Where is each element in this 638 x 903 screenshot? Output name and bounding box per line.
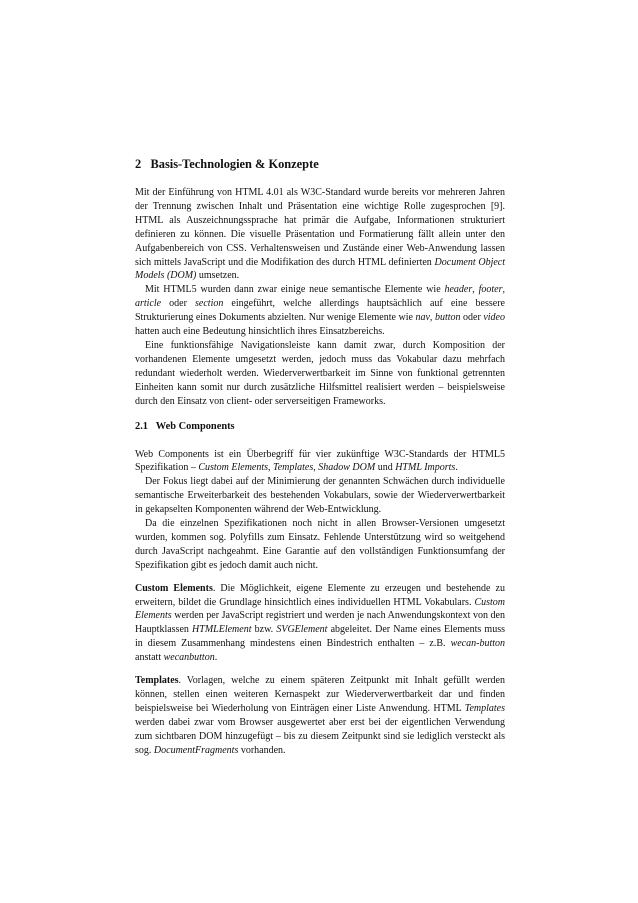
term-shadow-dom: Shadow DOM <box>318 462 376 474</box>
term-templates: Templates <box>273 462 314 474</box>
term-video: video <box>483 312 505 324</box>
document-page <box>135 156 505 758</box>
term-header: header <box>444 284 473 296</box>
section-heading <box>135 156 505 172</box>
term-documentfragments: DocumentFragments <box>153 744 239 756</box>
custom-elements-paragraph: Custom Elements. Die Möglichkeit, eigene Elemente zu erzeugen und bestehende zu erweitern, bildet die Grundlage hinsichtlich eines individuellen HTML Vokabulars. Custom Elements werden per JavaScript registriert und werden je nach Anwendungskontext von den Hauptklassen HTMLElement bzw. SVGElement abgeleitet. Der Name eines Elements muss in diesem Zusammenhang mindestens einen Bindestrich enthalten – z.B. wecan-button anstatt wecanbutton. <box>135 582 505 664</box>
subsection-heading <box>135 420 505 434</box>
webcomponents-paragraph-2: Der Fokus liegt dabei auf der Minimierung der genannten Schwächen durch individuelle semantische Erweiterbarkeit des bestehenden Vokabulars, sowie der Wiederverwertbarkeit in gekapselten Komponenten während der Web-Entwicklung. <box>135 476 505 516</box>
templates-heading: Templates <box>135 675 179 687</box>
term-wecanbutton: wecanbutton <box>163 652 215 664</box>
term-button: button <box>434 312 461 324</box>
intro-paragraph-1: Mit der Einführung von HTML 4.01 als W3C-Standard wurde bereits vor mehreren Jahren der Trennung zwischen Inhalt und Präsentation eine wichtige Rolle zugesprochen [9]. HTML als Auszeichnungssprache hat primär die Aufgabe, Informationen strukturiert definieren zu können. Die visuelle Präsentation und Formatierung fällt allein unter den Aufgabenbereich von CSS. Verhaltensweisen und Zustände einer Web-Anwendung lassen sich mittels JavaScript und die Modifikation des durch HTML definierten Document Object Models (DOM) umsetzen. <box>135 187 506 282</box>
templates-paragraph: Templates. Vorlagen, welche zu einem späteren Zeitpunkt mit Inhalt gefüllt werden können, stellen einen weiteren Kernaspekt zur Wiederverwertbarkeit dar und finden beispielsweise bei Wiederholung von Einträgen einer Liste Anwendung. HTML Templates werden dabei zwar vom Browser ausgewertet aber erst bei der eigentlichen Verwendung zum sichtbaren DOM hinzugefügt – bis zu diesem Zeitpunkt sind sie lediglich versteckt als sog. DocumentFragments vorhanden. <box>135 675 505 756</box>
custom-elements-heading: Custom Elements <box>135 582 213 594</box>
term-svgelement: SVGElement <box>276 624 328 636</box>
dom-term: Document Object Models (DOM) <box>135 256 506 282</box>
term-htmlelement: HTMLElement <box>192 624 252 636</box>
term-section: section <box>195 298 224 310</box>
term-custom-elements: Custom Elements <box>198 462 269 474</box>
intro-paragraph-2: Mit HTML5 wurden dann zwar einige neue semantische Elemente wie header, footer, article oder section eingeführt, welche allerdings hauptsächlich auf eine bessere Strukturierung eines Dokuments abzielten. Nur wenige Elemente wie nav, button oder video hatten auch eine Bedeutung hinsichtlich ihres Einsatzbereichs. <box>135 284 506 338</box>
term-templates-2: Templates <box>464 702 505 714</box>
subsection-number: 2.1 <box>135 420 148 432</box>
term-article: article <box>135 298 162 310</box>
term-html-imports: HTML Imports <box>395 462 456 474</box>
term-custom-elements-2: Custom Elements <box>135 596 505 622</box>
intro-paragraph-3: Eine funktionsfähige Navigationsleiste kann damit zwar, durch Komposition der vorhandenen Elemente umgesetzt werden, jedoch muss das Vokabular dazu mehrfach redundant wiederholt werden. Wiederverwertbarkeit im Sinne von funktional getrennten Einheiten kann somit nur durch zusätzliche Hilfsmittel realisiert werden – beispielsweise durch den Einsatz von client- oder serverseitigen Frameworks. <box>135 339 505 407</box>
term-footer: footer <box>478 284 503 296</box>
term-wecan-button: wecan-button <box>450 638 505 650</box>
term-nav: nav <box>415 312 430 324</box>
webcomponents-paragraph-3: Da die einzelnen Spezifikationen noch nicht in allen Browser-Versionen umgesetzt wurden, kommen sog. Polyfills zum Einsatz. Fehlende Unterstützung wird so weitgehend durch JavaScript nachgeahmt. Eine Garantie auf den vollständigen Funktionsumfang der Spezifikation gibt es jedoch damit auch nicht. <box>135 518 505 571</box>
section-number: 2 <box>135 157 142 171</box>
subsection-title: Web Components <box>155 420 235 432</box>
section-title: Basis-Technologien & Konzepte <box>150 157 319 171</box>
webcomponents-paragraph-1: Web Components ist ein Überbegriff für vier zukünftige W3C-Standards der HTML5 Spezifikation – Custom Elements, Templates, Shadow DOM und HTML Imports. <box>135 448 505 474</box>
